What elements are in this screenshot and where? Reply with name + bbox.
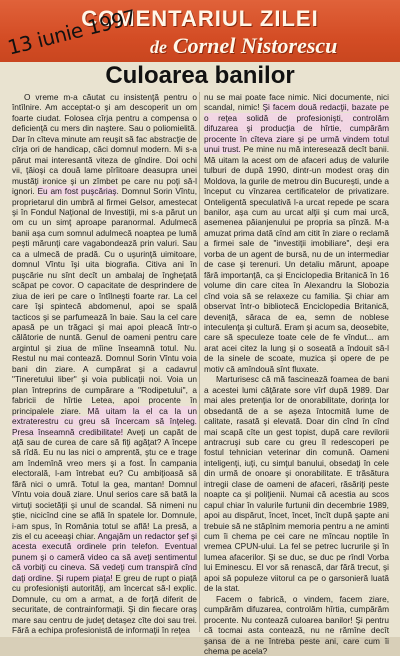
highlighted-passage: Şi facem două redacţii, bazate pe o reţea solidă de profesionişti, controlăm difuzarea şi producţia de hîrtie, cumpărăm procente în cîteva ziare şi pe urmă vindem totul unui trust. [204, 102, 389, 155]
byline [150, 33, 337, 59]
text-segment: E greu de rupt o piaţă cu profesionişti autorităţi, am încercat să-l explic. Domnule, cu om a armat, a de forţă diferit de securitate, de contrainformaţii. Şi din fiecare oraş mare sau centru de judeţ detaşez cîte doi sau trei. Fără a echipa profesionistă de informaţii în reţea [12, 572, 197, 636]
highlighted-passage: Angajăm un redactor şef şi acesta execută ordinele prin telefon. Eventual punem şi o cameră video ca să aveţi sentimentul că vorbiţi cu cineva. Să vedeţi cum transpiră cînd daţi ordine. Şi rupem piaţa! [12, 531, 197, 583]
column-divider [199, 92, 200, 632]
article-column-right [204, 92, 389, 656]
column-left-text [12, 92, 197, 636]
text-segment: . Domnul Sorin Vîntu, proprietarul din umbră al firmei Gelsor, amestecat şi în Fondul Naţional de Investiţii, mi s-a părut un om cu un simţ aproape paranormal. Adulmecă banii aşa cum somnul adulmecă noaptea pe lumă peşti mărunţi care vagabondează prin valuri. Sau ca a ulmecă de pradă. Cu o uşurinţă uimitoare, domnul Vîntu îşi uita biografia. Citiva ani în puşcărie nu sînt decît un ambalaj de îngheţată scăpat pe covor. O capacitate de desprindere de ziua de ieri pe care o întîlneşti foarte rar. La cel care îşi spintecă abdomenul, apoi se spală tacticos şi se parfumează în baie. Sau la cel care apasă pe un trăgaci şi mai apoi pleacă într-o călătorie de nuntă. Genul de oameni pentru care argintul şi ziua de mîine înseamnă totul. Nu. Restul nu mai contează. Domnul Sorin Vîntu voia bani din ziare. A cumpărat şi a cadavrul "Tineretului liber" şi voia publicaţii noi. Voia un plan întreprins de cumpărare a "Rodipetului", a fabricii de hîrtie Letea, apoi procente în principalele ziare. [12, 186, 198, 416]
author-name: Cornel Nistorescu [173, 33, 338, 58]
text-segment: nu se mai poate face nimic. Nici documente, nici scandal, nimic! [204, 92, 389, 113]
article-column-left [12, 92, 197, 636]
paragraph: Facem o fabrică, o vindem, facem ziare, cumpărăm difuzarea, controlăm hîrtia, cumpărăm procente. Nu contează culoarea banilor! Şi pentru că tocmai asta contează, nu ne rămîne decît şansa de a ne întreba peste ani, care cum îi chema pe acela? [204, 593, 389, 656]
text-segment: Pe mine nu mă interesează decît banii. Mă uitam la acest om de afaceri aduș de valurile tulburi de după 1990, dintr-un modest oraş din Moldova, la gurile de metrou din Bucureşti, unde a început cu vînzarea certificatelor de privatizare. Onteligentă speculativă l-a urcat repede pe scara banilor, aşa cum au urcat alţii şi cum mai urcă, asemenea păianjenului pe propria sa pînză. M-a amuzat prima dată cînd am citit în ziare o reclamă a firmei sale de "investiţii imobiliare", deşi era vorba de un agent de bursă, nu de un intermediar de case şi terenuri. Un detaliu mărunt, apoape fără importanţă, ca şi Enciclopedia Britanică în 16 volume din care citea în Alexandru la Slobozia cînd voia să se relaxeze cu familia. Şi chiar am observat într-o bibliotecă Enciclopedia Britanică, deveniţă, săraca de ea, semn de noblese inteculenţa şi cultură. Eram şi acum sa, deosebite, care să speculeze toate cele de fe vîndut... am arat acei citez la lung şi o soseată a îndouit să-l de la sinele de scoate, muzica şi opere de pe motiv că amîndouă sînt fluxate. [204, 144, 389, 374]
column-title: COMENTARIUL ZILEI [81, 6, 319, 31]
highlighted-passage: Mă uitam la el ca la un extraterestru cu greu să încercam să înţeleg. Presa înseamnă credibilitate! [12, 405, 197, 437]
text-segment: Aveţi un capăt de aţă sau de curea de care să fiţi agăţat? A începe să rîdă. Eu nu las nici o amprentă, ştu ce e trage am îndemînă vreo mers şi a fost. În campania electorală, l-am întrebat eu? Cu ambiţioasă să fără nici o umră. Totul la gea, mantan! Domnul Vîntu voia două ziare. Unul serios care să bată la virtuţi societăţii şi unul de scandal. Să nimeni nu ştie, nicicînd cine se află în spatele lor. Domnule, i-am spus, în România totul se află! La presă, a zis el cu aceeaşi chiar. [12, 426, 197, 542]
byline-prefix: de [150, 37, 167, 57]
highlighted-passage: Eu am fost puşcăriaş [37, 186, 117, 197]
handwritten-date: 13 iunie 1997 [5, 4, 139, 60]
paragraph: Marturisesc că mă fascinează foamea de bani a acestei lumi căţărate sore vîrf după 1989. Dar mai ales pretenţia lor de onorabilitate, dorinţa lor obsedantă de a se aşeza întocmită lume de calitate, rasată şi elevată. Doar din cînd în cînd mai scapă cîte un gest topist, după care revilorii antracruşi sub care cu greu îl redescoperi pe fostul tehnician veterinar din comună. Oameni inteligenţi, iuţi, cu simţul banului, obsedaţi în cele din urmă de onoare şi onorabilitate. E trăsătura intregii clase de oameni de afaceri, răsăriţi peste noapte ca şi poliţienii. Numai că acestia au scos capul chiar în valurile furtunii din decembrie 1989, apoi au dispărut, încet, încet, încît după şapte ani trebuie să ne stăpînim memoria pentru a ne aminti cum îi chema pe cei care ne mîncau noptile în vremea CPUN-ului. La fel se petrec lucrurile şi în lumea afacerilor. Şi se duc, se duc pe rîndl Vorba lui Eminescu. El vor să renască, dar fără trecut, şi apoi să populeze viitorul ca pe o garsonieră luată de la stat. [204, 374, 389, 594]
article-headline: Culoarea banilor [105, 62, 295, 89]
paragraph [204, 92, 389, 374]
text-segment: O vreme m-a căutat cu insistenţă pentru o întîlnire. Am acceptat-o şi am descoperit un om foarte ciudat. Folosea cîrja pentru a compensa o deficienţă cu mers din naştere. Sau o poliomielită. Dar în cîteva minute am reuşit să fac abstracţie de cîrja ori de handicap, căci domnul modern. Mi s-a părut mai interesantă viteza de gîndire. Doi ochi vii, ţăioşi ca două lame pîrîitoare deasupra unei mustăţi ironice şi un zîmbet pe care nu poţi să-l ignori. [12, 92, 197, 197]
column-header-banner [0, 0, 400, 62]
